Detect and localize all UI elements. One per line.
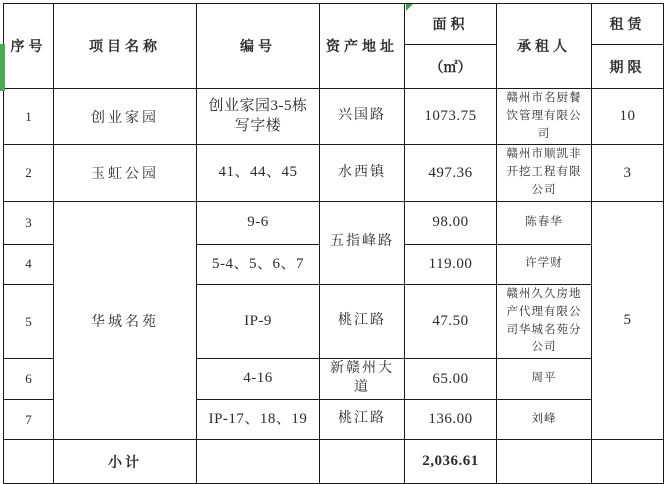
cell-tenant: 陈春华 <box>497 201 592 244</box>
cell-address: 新赣州大道 <box>320 359 405 400</box>
table-row <box>4 201 664 244</box>
cell-serial: 6 <box>4 359 54 400</box>
cell-serial: 7 <box>4 400 54 440</box>
cell-project: 玉虹公园 <box>54 145 197 201</box>
cell-area: 119.00 <box>405 244 497 284</box>
cell-tenant: 周平 <box>497 359 592 400</box>
cell-address: 桃江路 <box>320 400 405 440</box>
cell-serial: 4 <box>4 244 54 284</box>
header-area-line2: （㎡） <box>405 45 497 89</box>
cell-code: 9-6 <box>197 201 320 244</box>
cell-term: 10 <box>592 89 664 145</box>
subtotal-area: 2,036.61 <box>405 440 497 484</box>
cell-code: 41、44、45 <box>197 145 320 201</box>
table-row <box>4 145 664 201</box>
cell-area: 136.00 <box>405 400 497 440</box>
row-selection-bar <box>0 44 5 91</box>
cell-term: 3 <box>592 145 664 201</box>
header-lease-line2: 期限 <box>592 45 664 89</box>
rental-assets-table <box>3 3 664 484</box>
cell-project: 创业家园 <box>54 89 197 145</box>
cell-term-empty <box>592 440 664 484</box>
cell-serial: 2 <box>4 145 54 201</box>
cell-code: 创业家园3-5栋写字楼 <box>197 89 320 145</box>
cell-area: 65.00 <box>405 359 497 400</box>
cell-area: 47.50 <box>405 284 497 358</box>
cell-tenant: 许学财 <box>497 244 592 284</box>
cell-area: 497.36 <box>405 145 497 201</box>
cell-serial: 3 <box>4 201 54 244</box>
cell-area: 98.00 <box>405 201 497 244</box>
cell-project-merged: 华城名苑 <box>54 201 197 439</box>
cell-serial: 1 <box>4 89 54 145</box>
cell-address: 水西镇 <box>320 145 405 201</box>
cell-term-merged: 5 <box>592 201 664 439</box>
cell-code-empty <box>197 440 320 484</box>
header-tenant: 承租人 <box>497 4 592 89</box>
cell-corner-marker-icon <box>406 4 413 11</box>
cell-serial: 5 <box>4 284 54 358</box>
subtotal-row <box>4 440 664 484</box>
cell-address: 桃江路 <box>320 284 405 358</box>
cell-code: IP-9 <box>197 284 320 358</box>
header-area-line1: 面积 <box>405 4 497 45</box>
cell-tenant: 赣州市名厨餐饮管理有限公司 <box>497 89 592 145</box>
cell-code: IP-17、18、19 <box>197 400 320 440</box>
cell-address-empty <box>320 440 405 484</box>
cell-tenant-empty <box>497 440 592 484</box>
header-serial: 序号 <box>4 4 54 89</box>
cell-address: 兴国路 <box>320 89 405 145</box>
subtotal-label: 小计 <box>54 440 197 484</box>
header-project: 项目名称 <box>54 4 197 89</box>
cell-tenant: 刘峰 <box>497 400 592 440</box>
cell-address-merged: 五指峰路 <box>320 201 405 284</box>
cell-tenant: 赣州市顺凯非开挖工程有限公司 <box>497 145 592 201</box>
cell-serial-empty <box>4 440 54 484</box>
header-code: 编号 <box>197 4 320 89</box>
table-row <box>4 89 664 145</box>
cell-code: 5-4、5、6、7 <box>197 244 320 284</box>
header-lease-line1: 租赁 <box>592 4 664 45</box>
cell-code: 4-16 <box>197 359 320 400</box>
cell-area: 1073.75 <box>405 89 497 145</box>
cell-tenant: 赣州久久房地产代理有限公司华城名苑分公司 <box>497 284 592 358</box>
header-address: 资产地址 <box>320 4 405 89</box>
